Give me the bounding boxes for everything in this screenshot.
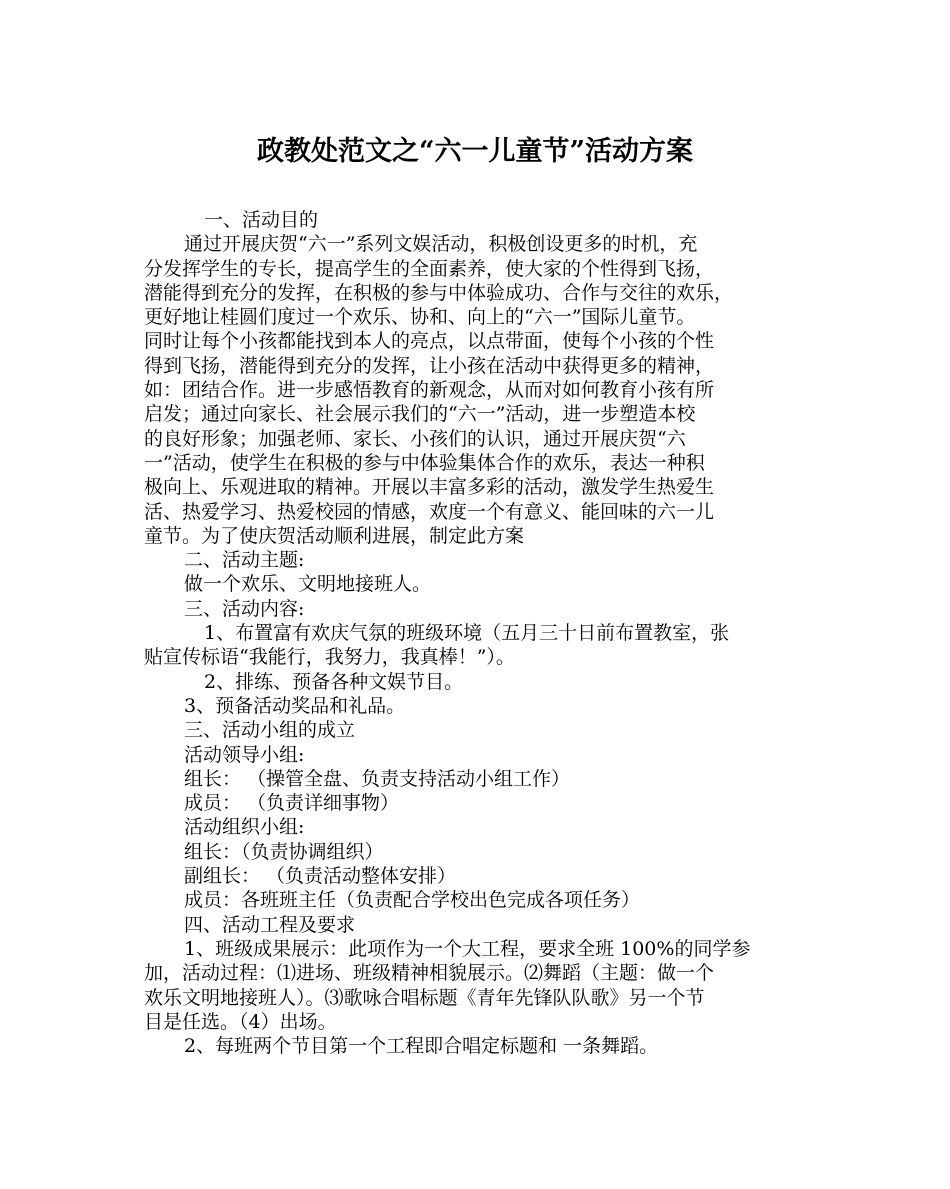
paragraph-line: 副组长： （负责活动整体安排） <box>184 865 457 888</box>
list-item: 2、每班两个节目第一个工程即合唱定标题和 一条舞蹈。 <box>184 1035 659 1058</box>
paragraph-line: 组长： （操管全盘、负责支持活动小组工作） <box>184 767 571 790</box>
paragraph-line: 成员： （负责详细事物） <box>184 792 400 815</box>
list-item: 3、预备活动奖品和礼品。 <box>184 694 406 717</box>
section-heading: 三、活动小组的成立 <box>184 719 356 742</box>
document-body <box>144 208 824 1058</box>
paragraph-line: 更好地让桂圆们度过一个欢乐、协和、向上的“六一”国际儿童节。 <box>144 306 696 329</box>
section-heading: 三、活动内容: <box>184 597 305 620</box>
paragraph-line: 通过开展庆贺“六一”系列文娱活动，积极创设更多的时机，充 <box>184 233 698 256</box>
paragraph-line: 活动领导小组: <box>184 743 305 766</box>
paragraph-line: 分发挥学生的专长，提高学生的全面素养，使大家的个性得到飞扬， <box>144 257 715 280</box>
list-item: 2、排练、预备各种文娱节目。 <box>204 670 464 693</box>
page-title: 政教处范文之“六一儿童节”活动方案 <box>256 136 694 167</box>
list-item: 加，活动过程：⑴进场、班级精神相貌展示。⑵舞蹈（主题：做一个 <box>144 962 715 985</box>
paragraph-line: 得到飞扬，潜能得到充分的发挥，让小孩在活动中获得更多的精神， <box>144 354 715 377</box>
paragraph-line: 如：团结合作。进一步感悟教育的新观念，从而对如何教育小孩有所 <box>144 379 715 402</box>
paragraph-line: 活动组织小组: <box>184 816 305 839</box>
paragraph-line: 活、热爱学习、热爱校园的情感，欢度一个有意义、能回味的六一儿 <box>144 500 715 523</box>
list-item: 1、班级成果展示：此项作为一个大工程，要求全班 100%的同学参 <box>184 937 751 960</box>
section-heading: 二、活动主题: <box>184 549 305 572</box>
paragraph-line: 潜能得到充分的发挥，在积极的参与中体验成功、合作与交往的欢乐， <box>144 281 734 304</box>
paragraph-line: 组长：（负责协调组织） <box>184 840 384 863</box>
paragraph-line: 同时让每个小孩都能找到本人的亮点，以点带面，使每个小孩的个性 <box>144 330 715 353</box>
paragraph-line: 启发；通过向家长、社会展示我们的“六一”活动，进一步塑造本校 <box>144 403 696 426</box>
paragraph-line: 的良好形象；加强老师、家长、小孩们的认识，通过开展庆贺“六 <box>144 427 686 450</box>
section-heading: 一、活动目的 <box>204 209 319 231</box>
paragraph-line: 成员：各班班主任（负责配合学校出色完成各项任务） <box>184 889 641 912</box>
list-item: 贴宣传标语“我能行，我努力，我真棒！”）。 <box>144 646 515 669</box>
list-item: 目是任选。（4）出场。 <box>144 1010 337 1033</box>
paragraph-line: 童节。为了使庆贺活动顺利进展，制定此方案 <box>144 524 525 547</box>
list-item: 1、布置富有欢庆气氛的班级环境（五月三十日前布置教室，张 <box>204 622 730 645</box>
section-heading: 四、活动工程及要求 <box>184 913 356 936</box>
list-item: 欢乐文明地接班人）。⑶歌咏合唱标题《青年先锋队队歌》另一个节 <box>144 986 705 1009</box>
paragraph-line: 一”活动，使学生在积极的参与中体验集体合作的欢乐，表达一种积 <box>144 451 705 474</box>
paragraph-line: 极向上、乐观进取的精神。开展以丰富多彩的活动，激发学生热爱生 <box>144 476 715 499</box>
paragraph-line: 做一个欢乐、文明地接班人。 <box>184 573 432 596</box>
